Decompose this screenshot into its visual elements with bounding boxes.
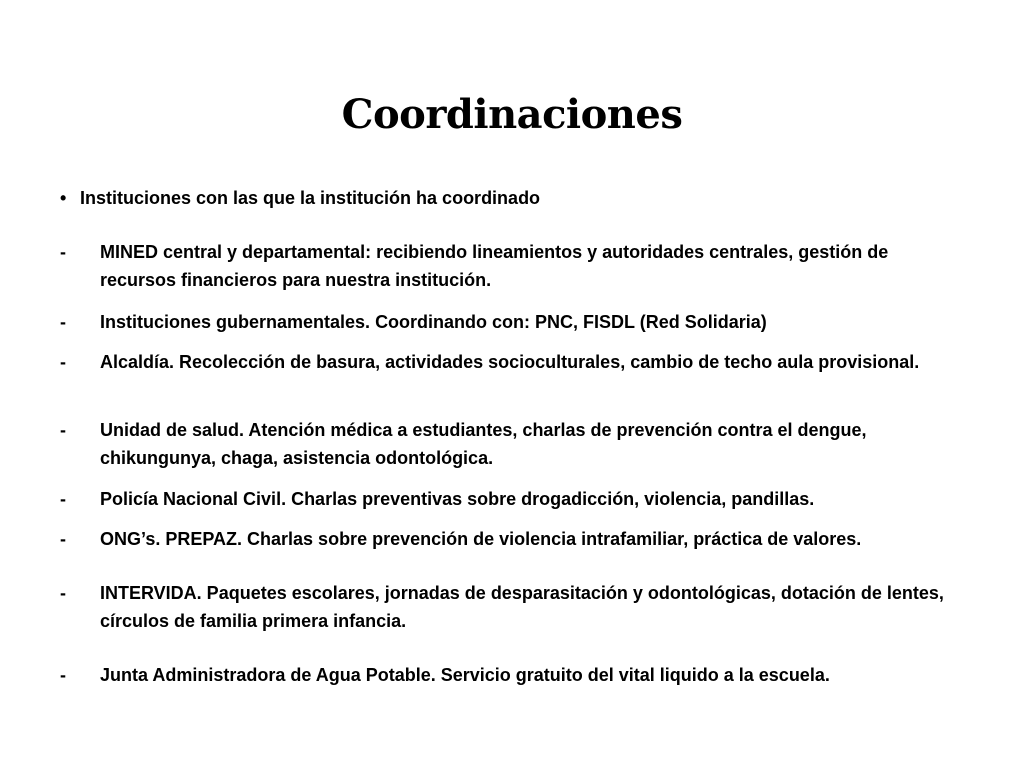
list-item-text: Instituciones gubernamentales. Coordinando con: PNC, FISDL (Red Solidaria) — [100, 312, 767, 332]
bullet-icon: • — [60, 188, 67, 208]
list-item — [60, 525, 960, 553]
dash-marker: - — [60, 242, 66, 262]
dash-marker: - — [60, 529, 66, 549]
list-item — [60, 348, 960, 376]
dash-marker: - — [60, 665, 66, 685]
list-item-text: Junta Administradora de Agua Potable. Servicio gratuito del vital liquido a la escuela. — [100, 665, 830, 685]
list-item — [60, 485, 960, 513]
dash-marker: - — [60, 352, 66, 372]
list-item-text: INTERVIDA. Paquetes escolares, jornadas de desparasitación y odontológicas, dotación de lentes, círculos de familia primera infancia. — [100, 583, 944, 631]
intro-bullet-line — [60, 184, 960, 212]
list-item — [60, 308, 960, 336]
list-item-text: ONG’s. PREPAZ. Charlas sobre prevención de violencia intrafamiliar, práctica de valores. — [100, 529, 862, 549]
dash-marker: - — [60, 583, 66, 603]
dash-marker: - — [60, 489, 66, 509]
list-item-text: Policía Nacional Civil. Charlas preventivas sobre drogadicción, violencia, pandillas. — [100, 489, 815, 509]
list-item — [60, 579, 960, 635]
list-item — [60, 416, 960, 472]
intro-text: Instituciones con las que la institución ha coordinado — [80, 188, 541, 208]
list-item — [60, 661, 960, 689]
list-item-text: Alcaldía. Recolección de basura, actividades socioculturales, cambio de techo aula provisional. — [100, 352, 920, 372]
dash-marker: - — [60, 312, 66, 332]
list-item-text: Unidad de salud. Atención médica a estudiantes, charlas de prevención contra el dengue, chikungunya, chaga, asistencia odontológica. — [100, 420, 867, 468]
dash-marker: - — [60, 420, 66, 440]
list-item — [60, 238, 960, 294]
list-item-text: MINED central y departamental: recibiendo lineamientos y autoridades centrales, gestión de recursos financieros para nuestra institución. — [100, 242, 889, 290]
slide-title: Coordinaciones — [341, 91, 683, 138]
